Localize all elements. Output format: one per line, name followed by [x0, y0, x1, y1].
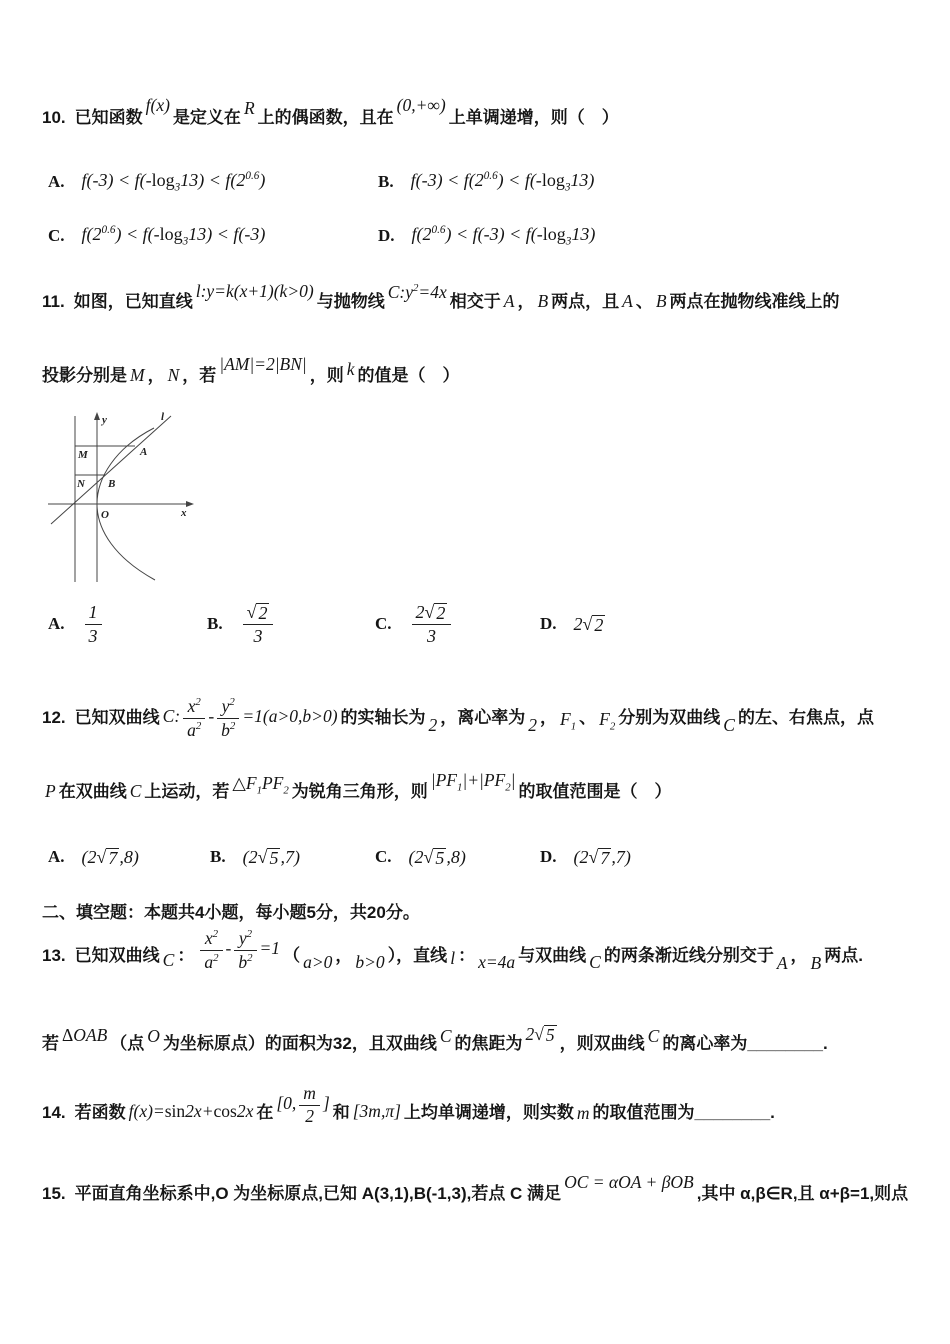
denominator: 3	[88, 625, 98, 646]
question-12-number: 12.	[42, 708, 66, 727]
option-label: D.	[540, 614, 557, 633]
math-run: C	[647, 1026, 660, 1046]
x-axis-arrow	[186, 501, 194, 507]
text-run: ，	[147, 366, 165, 385]
radicand: 2	[258, 602, 268, 623]
q10-option-a	[48, 160, 268, 204]
math-run: 2 √ 5	[525, 1024, 555, 1045]
radicand: 5	[269, 847, 279, 868]
question-14-stem	[42, 1084, 775, 1142]
math-run: C	[439, 1026, 452, 1046]
radicand: 2	[436, 602, 446, 623]
text-run: 相交于	[449, 291, 501, 311]
text-run: 为坐标原点）的面积为32，且双曲线	[162, 1034, 437, 1053]
label-line-l: l	[161, 411, 165, 423]
math-run: $C:y^2=4x$	[387, 281, 447, 302]
denominator: $a^2$	[204, 951, 219, 972]
numerator: 1	[85, 602, 102, 624]
math-run: ΔOAB	[62, 1025, 108, 1045]
question-13-number: 13.	[42, 946, 66, 965]
radical-sign: √	[582, 613, 593, 634]
subscript: 1	[457, 781, 463, 794]
option-formula: 2 √ 2	[573, 613, 604, 635]
roman-text: Δ	[62, 1025, 74, 1045]
text-run: 、	[579, 708, 597, 727]
y-axis-arrow	[94, 412, 100, 420]
q12-option-c	[375, 834, 469, 880]
text-run: 已知双曲线	[74, 708, 160, 727]
subscript: 3	[174, 181, 181, 194]
text-run: 平面直角坐标系中,O 为坐标原点,已知 A(3,1),B(-1,3),若点 C 满足	[74, 1184, 562, 1203]
q12-option-b	[210, 834, 303, 880]
sqrt	[583, 615, 606, 635]
q12-option-d	[540, 834, 634, 880]
text-run: 上均单调递增，则实数	[403, 1103, 574, 1122]
superscript: 0.6	[431, 224, 446, 237]
math-run: M	[130, 365, 145, 385]
option-formula: (2 √ 5 ,8)	[408, 846, 466, 868]
superscript: 2	[213, 951, 219, 964]
option-formula: (2 √ 5 ,7)	[242, 846, 300, 868]
option-formula: $f(-3) < f(2^{0.6}) < f(-\log_313)$	[410, 170, 595, 194]
math-run: C: $\frac{x^2}{a^2}$ - $\frac{y^2}{b^2}$ =1(a>0,b>0)	[162, 695, 338, 740]
radical-sign: √	[534, 1024, 544, 1044]
math-run: a>0	[303, 952, 333, 972]
label-point-N: N	[77, 478, 85, 490]
math-run: C	[162, 950, 175, 970]
fraction	[217, 696, 239, 740]
math-run: A	[503, 290, 515, 311]
math-run: A	[776, 953, 788, 973]
question-10-number: 10.	[42, 108, 66, 127]
text-run: ：	[177, 946, 195, 965]
option-label: C.	[375, 847, 392, 866]
denominator: $b^2$	[238, 951, 253, 972]
sqrt	[425, 603, 448, 623]
text-run: 的两条渐近线分别交于	[603, 946, 774, 965]
label-point-B: B	[108, 478, 116, 490]
text-run: ，则双曲线	[559, 1034, 645, 1053]
option-label: B.	[210, 847, 226, 866]
math-run: 2	[428, 715, 438, 735]
math-run: |AM|=2|BN|	[219, 354, 307, 374]
fraction	[85, 602, 102, 645]
radicand: 5	[435, 847, 445, 868]
option-formula: $f(-3) < f(-\log_313) < f(2^{0.6})$	[81, 170, 266, 194]
q11-option-a	[48, 594, 108, 654]
numerator	[243, 602, 274, 625]
radical-sign: √	[588, 846, 599, 867]
numerator: $x^2$	[200, 928, 222, 950]
option-label: B.	[207, 614, 223, 633]
math-run: $\triangle F_1PF_2$	[232, 773, 289, 797]
label-x-axis: x	[181, 507, 187, 519]
text-run: 分别为双曲线	[618, 708, 721, 727]
text-run: ，离心率为	[440, 708, 526, 727]
text-run: 两点在抛物线准线上的	[669, 291, 840, 311]
radicand: 7	[600, 847, 610, 868]
text-run: ：	[458, 946, 476, 965]
q11-option-c	[375, 594, 457, 654]
radical-sign: √	[246, 601, 257, 622]
radicand: 5	[545, 1025, 555, 1045]
subscript: 2	[505, 781, 511, 794]
fraction	[200, 928, 222, 972]
roman-text: cos	[213, 1101, 237, 1121]
label-origin: O	[101, 509, 109, 521]
radical-sign: √	[424, 601, 435, 622]
superscript: 0.6	[101, 224, 116, 237]
text-run: 的取值范围是（ ）	[518, 782, 672, 801]
option-label: B.	[378, 172, 394, 191]
superscript: 0.6	[245, 170, 260, 183]
question-15-stem	[42, 1172, 909, 1209]
option-formula: $f(2^{0.6}) < f(-\log_313) < f(-3)$	[81, 224, 266, 248]
text-run: 、	[635, 291, 653, 311]
math-run: $F_1$	[560, 709, 577, 733]
section-2-header: 二、填空题：本题共4小题，每小题5分，共20分。	[42, 903, 420, 922]
math-run: $F_2$	[599, 709, 616, 733]
text-run: ，	[540, 708, 558, 727]
math-run: $|PF_1|+|PF_2|$	[430, 770, 516, 794]
option-label: C.	[48, 226, 65, 245]
radicand: 2	[594, 614, 604, 635]
q10-option-d	[378, 214, 598, 258]
math-run: (0,+∞)	[396, 95, 446, 115]
roman-text: log	[541, 170, 565, 191]
roman-text: log	[542, 224, 566, 245]
text-run: （点	[110, 1034, 145, 1053]
text-run: ，	[335, 946, 353, 965]
question-11-stem-line2	[42, 354, 460, 391]
math-run: f(x)	[145, 95, 170, 115]
option-formula: $f(2^{0.6}) < f(-3) < f(-\log_313)$	[411, 224, 596, 248]
denominator: 3	[426, 625, 436, 646]
option-label: C.	[375, 614, 392, 633]
text-run: 若	[42, 1034, 59, 1053]
numerator: m	[299, 1084, 320, 1106]
q11-figure	[45, 408, 200, 591]
subscript: 1	[256, 784, 262, 797]
math-run: [3m,π]	[352, 1101, 401, 1121]
radical-sign: √	[96, 846, 107, 867]
denominator: $a^2$	[187, 719, 202, 740]
denominator: 3	[253, 625, 263, 646]
superscript: 2	[195, 696, 201, 709]
text-run: 在双曲线	[58, 782, 127, 801]
text-run: 在	[256, 1103, 274, 1122]
text-run: ,其中 α,β∈R,且 α+β=1,则点	[696, 1184, 909, 1203]
option-formula: (2 √ 7 ,8)	[81, 846, 139, 868]
text-run: ，则	[309, 366, 344, 385]
question-14-number: 14.	[42, 1103, 66, 1122]
math-run: A	[622, 290, 633, 311]
subscript: 3	[564, 181, 571, 194]
text-run: 上单调递增，则（ ）	[448, 108, 619, 127]
text-run: 两点，且	[551, 291, 620, 311]
option-label: A.	[48, 614, 65, 633]
subscript: 3	[565, 235, 572, 248]
question-13-stem-line2	[42, 1024, 828, 1059]
subscript: 1	[570, 720, 577, 733]
option-formula	[409, 602, 455, 646]
q12-option-a	[48, 834, 142, 880]
denominator: 2	[305, 1105, 314, 1126]
subscript: 2	[609, 720, 616, 733]
text-run: 与双曲线	[518, 946, 587, 965]
question-12-stem-line1	[42, 686, 874, 750]
sqrt	[424, 848, 447, 868]
math-run: P	[45, 781, 56, 801]
label-y-axis: y	[102, 414, 107, 426]
question-11-stem-line1	[42, 282, 840, 317]
superscript: 2	[212, 928, 219, 941]
text-run: 是定义在	[172, 108, 241, 127]
text-run: 为锐角三角形，则	[291, 782, 428, 801]
option-label: D.	[540, 847, 557, 866]
text-run: 的焦距为	[454, 1034, 523, 1053]
fraction	[183, 696, 205, 740]
text-run: ，	[517, 291, 535, 311]
sqrt	[258, 848, 281, 868]
text-run: ，	[790, 946, 808, 965]
text-run: （	[283, 946, 301, 965]
text-run: 两点.	[824, 946, 863, 965]
radicand: 7	[108, 847, 118, 868]
superscript: 2	[229, 696, 235, 709]
numerator: $x^2$	[183, 696, 205, 718]
option-label: A.	[48, 847, 65, 866]
radical-sign: √	[423, 846, 434, 867]
fraction	[299, 1084, 320, 1126]
math-run: m	[576, 1103, 590, 1123]
superscript: 2	[195, 719, 202, 732]
subscript: 3	[182, 235, 189, 248]
text-run: 如图，已知直线	[73, 291, 193, 311]
math-run: [0, $\frac{m}{2}$ ]	[276, 1082, 330, 1126]
math-run: B	[655, 290, 667, 311]
math-run: OC = αOA + βOB	[564, 1172, 694, 1192]
superscript: 2	[246, 928, 253, 941]
sqrt	[97, 848, 120, 868]
q11-option-b	[207, 594, 279, 654]
text-run: 的离心率为________.	[662, 1034, 828, 1053]
q10-option-b	[378, 160, 597, 204]
superscript: 2	[412, 282, 419, 294]
math-run: N	[167, 365, 180, 385]
math-run: C	[589, 952, 601, 972]
roman-text: log	[159, 224, 183, 245]
roman-text: △	[232, 773, 246, 793]
math-run: b>0	[355, 952, 385, 972]
superscript: 2	[229, 719, 236, 732]
text-run: ），直线	[387, 946, 448, 965]
numerator: $y^2$	[217, 696, 239, 718]
question-13-stem-line1	[42, 922, 863, 990]
math-run: 2	[528, 715, 538, 735]
option-formula: (2 √ 7 ,7)	[573, 846, 631, 868]
fraction	[243, 602, 274, 646]
text-run: 的取值范围为________.	[592, 1103, 775, 1122]
question-10-stem	[42, 95, 619, 133]
text-run: 的值是（ ）	[357, 366, 460, 385]
text-run: 若函数	[74, 1103, 126, 1122]
option-formula	[82, 602, 105, 645]
question-12-stem-line2	[42, 770, 672, 814]
text-run: 上的偶函数，且在	[257, 108, 394, 127]
math-run: l:y=k(x+1)(k>0)	[195, 280, 314, 301]
text-run: 已知双曲线	[74, 946, 160, 965]
parabola-figure-svg	[45, 408, 200, 586]
text-run: 和	[332, 1103, 350, 1122]
subscript: 2	[283, 784, 289, 797]
math-run: x=4a	[478, 952, 516, 972]
denominator: $b^2$	[221, 719, 236, 740]
text-run: 与抛物线	[316, 291, 385, 311]
math-run: B	[810, 953, 822, 973]
text-run: 的实轴长为	[340, 708, 426, 727]
label-point-A: A	[140, 446, 148, 458]
text-run: 的左、右焦点，点	[737, 708, 874, 727]
superscript: 2	[247, 951, 253, 964]
math-run: k	[346, 359, 355, 379]
option-label: D.	[378, 226, 395, 245]
q10-option-c	[48, 214, 268, 258]
numerator: $y^2$	[234, 928, 256, 950]
math-run: R	[243, 98, 255, 118]
option-label: A.	[48, 172, 65, 191]
sqrt	[589, 848, 612, 868]
sqrt	[247, 603, 270, 623]
math-run: C	[723, 715, 735, 735]
radical-sign: √	[257, 846, 268, 867]
line-l	[51, 416, 171, 524]
roman-text: sin	[164, 1101, 186, 1121]
math-run: l	[450, 948, 456, 968]
question-15-number: 15.	[42, 1184, 66, 1203]
numerator: 2 √ 2	[412, 602, 452, 625]
label-point-M: M	[78, 449, 88, 461]
text-run: 投影分别是	[42, 366, 127, 385]
fraction	[234, 928, 256, 972]
superscript: 0.6	[483, 170, 498, 183]
text-run: ，若	[182, 366, 217, 385]
fraction	[412, 602, 452, 646]
math-run: B	[537, 290, 549, 311]
roman-text: log	[151, 170, 175, 191]
text-run: 上运动，若	[144, 782, 230, 801]
math-run: O	[147, 1026, 160, 1046]
math-run: C	[129, 781, 142, 801]
q11-option-d	[540, 594, 608, 654]
text-run: 已知函数	[74, 108, 143, 127]
math-run: f(x)=sin2x+cos2x	[128, 1101, 254, 1121]
sqrt	[534, 1025, 556, 1044]
math-run: $\frac{x^2}{a^2}$ - $\frac{y^2}{b^2}$ =1	[197, 928, 280, 972]
question-11-number: 11.	[42, 291, 65, 311]
option-formula	[240, 602, 277, 646]
